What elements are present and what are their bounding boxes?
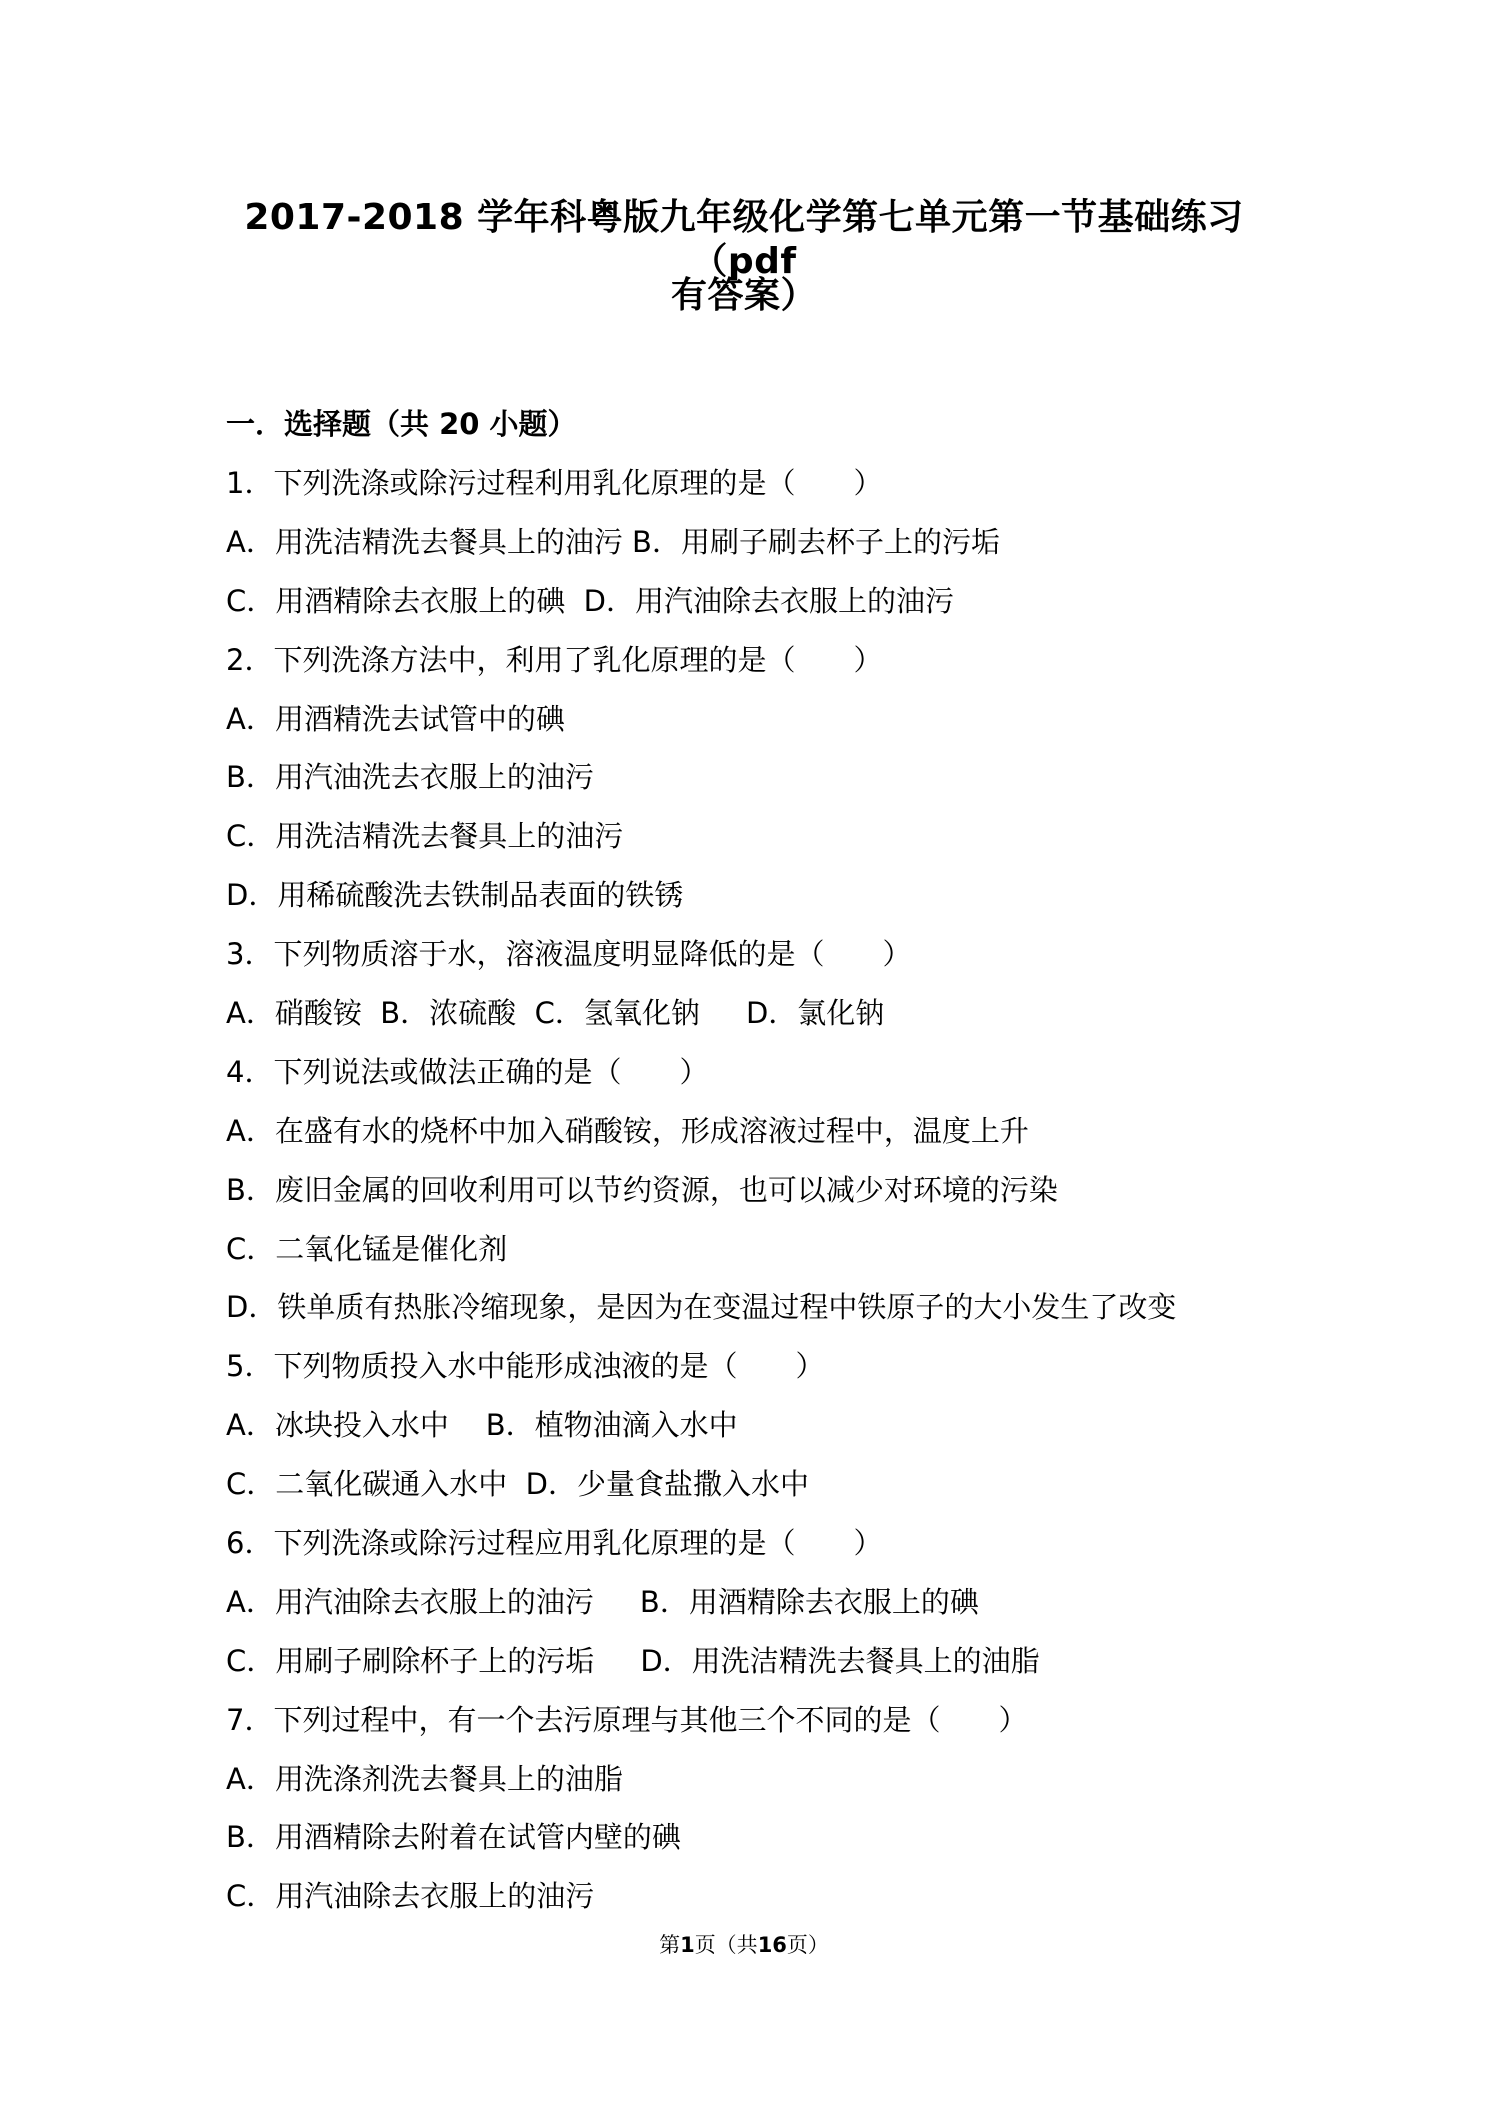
- question-1-options-ab: A．用洗洁精洗去餐具上的油污 B．用刷子刷去杯子上的污垢: [226, 524, 1000, 559]
- question-7-option-b: B．用酒精除去附着在试管内壁的碘: [226, 1820, 681, 1855]
- question-7-option-a: A．用洗涤剂洗去餐具上的油脂: [226, 1761, 623, 1796]
- question-4-option-d: D．铁单质有热胀冷缩现象，是因为在变温过程中铁原子的大小发生了改变: [226, 1290, 1177, 1325]
- question-7-option-c: C．用汽油除去衣服上的油污: [226, 1879, 595, 1914]
- footer-middle: 页（共: [694, 1933, 758, 1957]
- footer-prefix: 第: [659, 1933, 681, 1957]
- section-heading: 一．选择题（共 20 小题）: [226, 407, 577, 441]
- question-3-stem: 3．下列物质溶于水，溶液温度明显降低的是（ ）: [226, 937, 912, 972]
- document-title-line-2: 有答案）: [670, 275, 817, 316]
- question-3-options: A．硝酸铵 B．浓硫酸 C．氢氧化钠 D．氯化钠: [226, 996, 885, 1031]
- question-2-option-d: D．用稀硫酸洗去铁制品表面的铁锈: [226, 878, 684, 913]
- question-2-option-b: B．用汽油洗去衣服上的油污: [226, 760, 594, 795]
- question-2-option-a: A．用酒精洗去试管中的碘: [226, 701, 565, 736]
- question-2-stem: 2．下列洗涤方法中，利用了乳化原理的是（ ）: [226, 642, 883, 677]
- question-4-option-c: C．二氧化锰是催化剂: [226, 1231, 508, 1266]
- question-5-options-cd: C．二氧化碳通入水中 D．少量食盐撒入水中: [226, 1467, 810, 1502]
- document-title-line-1: 2017-2018 学年科粤版九年级化学第七单元第一节基础练习（pdf: [244, 197, 1244, 282]
- page-footer: [0, 1930, 1488, 1960]
- question-6-options-cd: C．用刷子刷除杯子上的污垢 D．用洗洁精洗去餐具上的油脂: [226, 1643, 1040, 1678]
- question-1-options-cd: C．用酒精除去衣服上的碘 D．用汽油除去衣服上的油污: [226, 583, 955, 618]
- question-5-stem: 5．下列物质投入水中能形成浊液的是（ ）: [226, 1349, 825, 1384]
- question-5-options-ab: A．冰块投入水中 B．植物油滴入水中: [226, 1408, 738, 1443]
- question-6-options-ab: A．用汽油除去衣服上的油污 B．用酒精除去衣服上的碘: [226, 1584, 979, 1619]
- question-4-stem: 4．下列说法或做法正确的是（ ）: [226, 1054, 709, 1089]
- footer-total-pages: 16: [757, 1933, 787, 1957]
- question-6-stem: 6．下列洗涤或除污过程应用乳化原理的是（ ）: [226, 1526, 883, 1561]
- footer-page-number: 1: [680, 1933, 695, 1957]
- footer-suffix: 页）: [786, 1933, 829, 1957]
- question-4-option-a: A．在盛有水的烧杯中加入硝酸铵，形成溶液过程中，温度上升: [226, 1113, 1029, 1148]
- question-2-option-c: C．用洗洁精洗去餐具上的油污: [226, 819, 624, 854]
- question-list: [226, 463, 1326, 1935]
- question-4-option-b: B．废旧金属的回收利用可以节约资源，也可以减少对环境的污染: [226, 1172, 1058, 1207]
- question-1-stem: 1．下列洗涤或除污过程利用乳化原理的是（ ）: [226, 466, 883, 500]
- question-7-stem: 7．下列过程中，有一个去污原理与其他三个不同的是（ ）: [226, 1702, 1028, 1737]
